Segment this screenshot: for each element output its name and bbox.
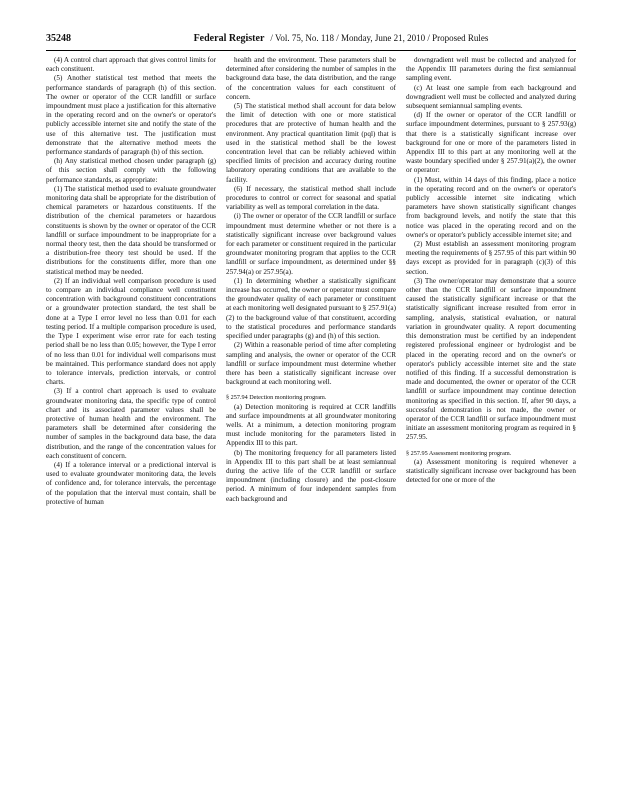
running-head <box>106 33 576 44</box>
paragraph: (a) Detection monitoring is required at CCR landfills and surface impoundments at all groundwater monitoring wells. At a minimum, a detection monitoring program must include monitoring for the parameters listed in Appendix III to this part. <box>226 402 396 448</box>
paragraph: (h) Any statistical method chosen under paragraph (g) of this section shall comply with the following performance standards, as appropriate: <box>46 157 216 184</box>
publication-name: Federal Register <box>193 33 265 44</box>
page-header <box>46 33 576 47</box>
text-column-2 <box>226 56 396 786</box>
paragraph: (2) Must establish an assessment monitoring program meeting the requirements of § 257.95 of this part within 90 days except as provided for in paragraph (c)(3) of this section. <box>406 240 576 276</box>
header-rule <box>46 50 576 51</box>
paragraph: (1) Must, within 14 days of this finding, place a notice in the operating record and on the owner's or operator's publicly accessible internet site indicating which parameters have shown statistically significant changes from background levels, and notify the state that this notice was placed in the operating record and on the owner's or operator's publicly accessible internet site; and <box>406 175 576 239</box>
page-number: 35248 <box>46 33 71 44</box>
paragraph: (2) Within a reasonable period of time after completing sampling and analysis, the owner or operator of the CCR landfill or surface impoundment must determine whether there has been a statistically significant increase over background at each monitoring well. <box>226 341 396 387</box>
paragraph: (6) If necessary, the statistical method shall include procedures to control or correct for seasonal and spatial variability as well as temporal correlation in the data. <box>226 184 396 212</box>
paragraph: (3) If a control chart approach is used to evaluate groundwater monitoring data, the specific type of control chart and its associated parameter values shall be protective of human health and the environment. The parameters shall be determined after considering the number of samples in the background data base, the data distribution, and the range of the concentration values for each constituent of concern. <box>46 387 216 460</box>
paragraph: (i) The owner or operator of the CCR landfill or surface impoundment must determine whether or not there is a statistically significant increase over background values for each parameter or constituent required in the particular groundwater monitoring program that applies to the CCR landfill or surface impoundment, as determined under §§ 257.94(a) or 257.95(a). <box>226 212 396 276</box>
text-column-3 <box>406 56 576 786</box>
section-heading: § 257.94 Detection monitoring program. <box>226 394 327 402</box>
paragraph: downgradient well must be collected and analyzed for the Appendix III parameters during the first semiannual sampling event. <box>406 56 576 83</box>
paragraph: (3) The owner/operator may demonstrate that a source other than the CCR landfill or surface impoundment caused the statistically significant increase or that the statistically significant increase resulted from error in sampling, analysis, statistical evaluation, or natural variation in groundwater quality. A report documenting this demonstration must be certified by an independent registered professional engineer or hydrologist and be placed in the operating record and on the owner's or operator's publicly accessible internet site and the state notified of this finding. If a successful demonstration is made and documented, the owner or operator of the CCR landfill or surface impoundment may continue detection monitoring as specified in this section. If, after 90 days, a successful demonstration is not made, the owner or operator of the CCR landfill or surface impoundment must initiate an assessment monitoring program as required in § 257.95. <box>406 276 576 442</box>
paragraph: (d) If the owner or operator of the CCR landfill or surface impoundment determines, pursuant to § 257.93(g) that there is a statistically significant increase over background for one or more of the parameters listed in Appendix III to this part at any monitoring well at the waste boundary specified under § 257.91(a)(2), the owner or operator: <box>406 111 576 175</box>
paragraph: (5) Another statistical test method that meets the performance standards of paragraph (h) of this section. The owner or operator of the CCR landfill or surface impoundment must place a justification for this alternative in the operating record and on the owner's or operator's publicly accessible internet site and notify the state of the use of this alternative test. The justification must demonstrate that the alternative method meets the performance standards of paragraph (h) of this section. <box>46 74 216 157</box>
text-column-1 <box>46 56 216 786</box>
paragraph: (1) The statistical method used to evaluate groundwater monitoring data shall be appropriate for the distribution of chemical parameters or hazardous constituents. If the distribution of the chemical parameters or hazardous constituents is shown by the owner or operator of the CCR landfill or surface impoundment to be inappropriate for a normal theory test, then the data should be transformed or a distribution-free theory test should be used. If the distributions for the constituents differ, more than one statistical method may be needed. <box>46 184 216 276</box>
paragraph: health and the environment. These parameters shall be determined after considering the number of samples in the background data base, the data distribution, and the range of the concentration values for each constituent of concern. <box>226 56 396 101</box>
paragraph: (4) If a tolerance interval or a predictional interval is used to evaluate groundwater monitoring data, the levels of confidence and, for tolerance intervals, the percentage of the population that the interval must contain, shall be protective of human <box>46 460 216 506</box>
paragraph: (5) The statistical method shall account for data below the limit of detection with one or more statistical procedures that are protective of human health and the environment. Any practical quantitation limit (pql) that is used in the statistical method shall be the lowest concentration level that can be reliably achieved within specified limits of precision and accuracy during routine laboratory operating conditions that are available to the facility. <box>226 102 396 184</box>
paragraph: (c) At least one sample from each background and downgradient well must be collected and analyzed during subsequent semiannual sampling events. <box>406 83 576 111</box>
paragraph: (2) If an individual well comparison procedure is used to compare an individual compliance well constituent concentration with background constituent concentrations or a groundwater protection standard, the test shall be done at a Type I error level no less than 0.01 for each testing period. If a multiple comparison procedure is used, the Type I experiment wise error rate for each testing period shall be no less than 0.05; however, the Type I error of no less than 0.01 for individual well comparisons must be maintained. This performance standard does not apply to tolerance intervals, prediction intervals, or control charts. <box>46 276 216 387</box>
section-heading: § 257.95 Assessment monitoring program. <box>406 449 512 457</box>
paragraph: (4) A control chart approach that gives control limits for each constituent. <box>46 56 216 74</box>
issue-info: / Vol. 75, No. 118 / Monday, June 21, 2010 / Proposed Rules <box>270 33 489 43</box>
paragraph: (1) In determining whether a statistically significant increase has occurred, the owner or operator must compare the groundwater quality of each parameter or constituent at each monitoring well designated pursuant to § 257.91(a)(2) to the background value of that constituent, according to the statistical procedures and performance standards specified under paragraphs (g) and (h) of this section. <box>226 276 396 341</box>
paragraph: (b) The monitoring frequency for all parameters listed in Appendix III to this part shall be at least semiannual during the active life of the CCR landfill or surface impoundment (including closure) and the post-closure period. A minimum of four independent samples from each background and <box>226 448 396 503</box>
paragraph: (a) Assessment monitoring is required whenever a statistically significant increase over background has been detected for one or more of the <box>406 457 576 485</box>
